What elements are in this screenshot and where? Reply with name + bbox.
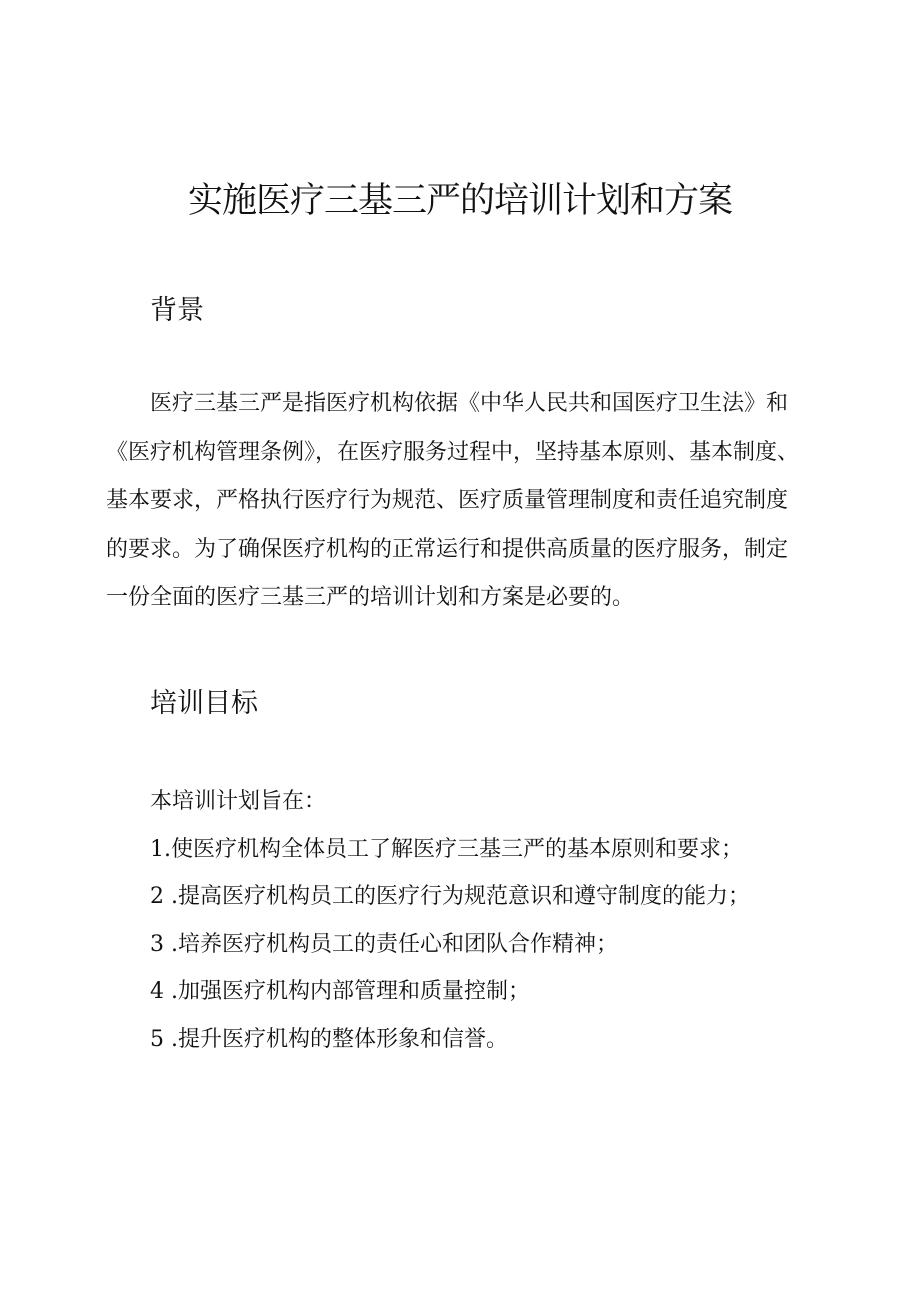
section-heading-background: 背景 — [150, 295, 204, 326]
goal-item: 1.使医疗机构全体员工了解医疗三基三严的基本原则和要求； — [150, 836, 743, 862]
goal-item: 2 .提高医疗机构员工的医疗行为规范意识和遵守制度的能力； — [150, 884, 750, 909]
paragraph-line: 医疗三基三严是指医疗机构依据《中华人民共和国医疗卫生法》和 — [150, 391, 789, 416]
paragraph-line: 的要求。为了确保医疗机构的正常运行和提供高质量的医疗服务，制定 — [106, 536, 789, 562]
document-title: 实施医疗三基三严的培训计划和方案 — [187, 181, 732, 221]
section-heading-goals: 培训目标 — [150, 688, 258, 719]
goals-list — [150, 778, 830, 1063]
goal-item: 5 .提升医疗机构的整体形象和信誉。 — [150, 1026, 508, 1052]
goals-intro: 本培训计划旨在： — [150, 789, 327, 814]
goal-item: 4 .加强医疗机构内部管理和质量控制； — [150, 979, 530, 1004]
paragraph-line: 基本要求，严格执行医疗行为规范、医疗质量管理制度和责任追究制度 — [106, 488, 789, 513]
paragraph-line: 一份全面的医疗三基三严的培训计划和方案是必要的。 — [106, 585, 635, 610]
background-paragraph — [106, 380, 826, 623]
paragraph-line: 《医疗机构管理条例》，在医疗服务过程中，坚持基本原则、基本制度、 — [106, 439, 800, 465]
goal-item: 3 .培养医疗机构员工的责任心和团队合作精神； — [150, 931, 618, 957]
